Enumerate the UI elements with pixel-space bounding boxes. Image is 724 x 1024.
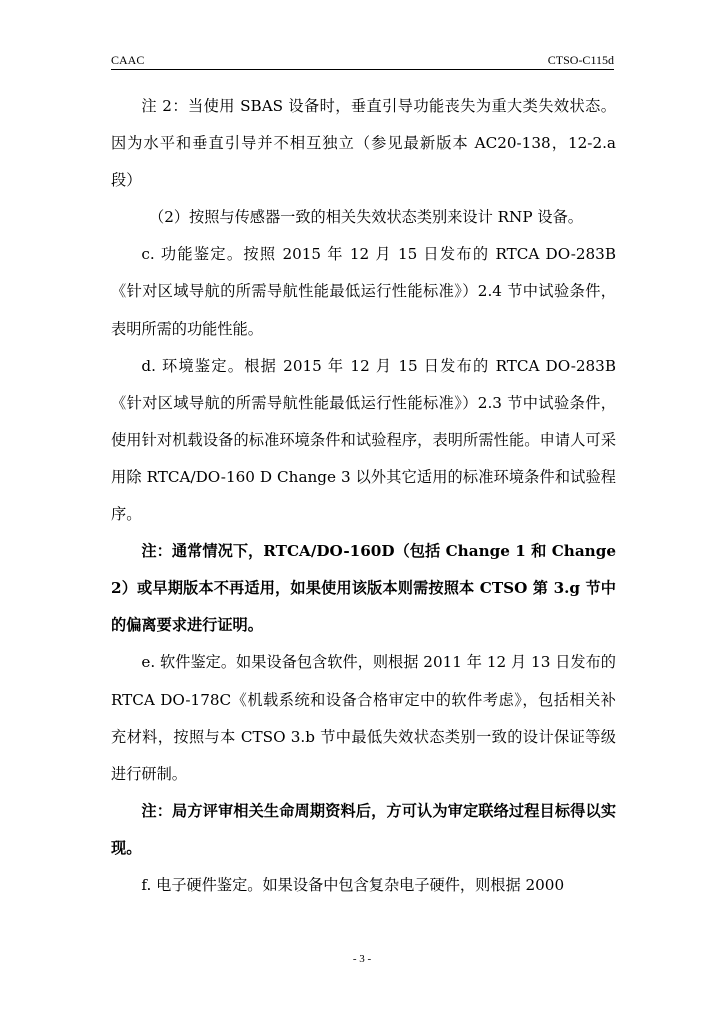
header-rule	[111, 69, 614, 70]
environmental-qualification-paragraph: d. 环境鉴定。根据 2015 年 12 月 15 日发布的 RTCA DO-283B《针对区域导航的所需导航性能最低运行性能标准》）2.3 节中试验条件，使用针对机载设备的标准环境条件和试验程序，表明所需性能。申请人可采用除 RTCA/DO-160 D Change 3 以外其它适用的标准环境条件和试验程序。	[111, 356, 616, 524]
note-do160d-paragraph: 注：通常情况下，RTCA/DO-160D（包括 Change 1 和 Change 2）或早期版本不再适用，如果使用该版本则需按照本 CTSO 第 3.g 节中的偏离要求进行证明。	[111, 542, 616, 635]
header-right-text: CTSO-C115d	[547, 53, 614, 67]
page-number: - 3 -	[352, 953, 372, 965]
note-lifecycle-paragraph: 注：局方评审相关生命周期资料后，方可认为审定联络过程目标得以实现。	[111, 801, 616, 857]
note-2-paragraph: 注 2：当使用 SBAS 设备时，垂直引导功能丧失为重大类失效状态。因为水平和垂直引导并不相互独立（参见最新版本 AC20-138，12-2.a 段）	[111, 97, 616, 190]
page-header	[111, 52, 614, 68]
electronic-hardware-paragraph: f. 电子硬件鉴定。如果设备中包含复杂电子硬件，则根据 2000	[141, 875, 565, 894]
header-left-text: CAAC	[111, 53, 145, 67]
item-2-paragraph: （2）按照与传感器一致的相关失效状态类别来设计 RNP 设备。	[149, 208, 583, 227]
functional-qualification-paragraph: c. 功能鉴定。按照 2015 年 12 月 15 日发布的 RTCA DO-283B《针对区域导航的所需导航性能最低运行性能标准》）2.4 节中试验条件，表明所需的功能性能。	[111, 245, 616, 338]
document-body	[111, 88, 616, 904]
software-qualification-paragraph: e. 软件鉴定。如果设备包含软件，则根据 2011 年 12 月 13 日发布的 RTCA DO-178C《机载系统和设备合格审定中的软件考虑》，包括相关补充材料，按照与本 CTSO 3.b 节中最低失效状态类别一致的设计保证等级进行研制。	[111, 653, 616, 783]
